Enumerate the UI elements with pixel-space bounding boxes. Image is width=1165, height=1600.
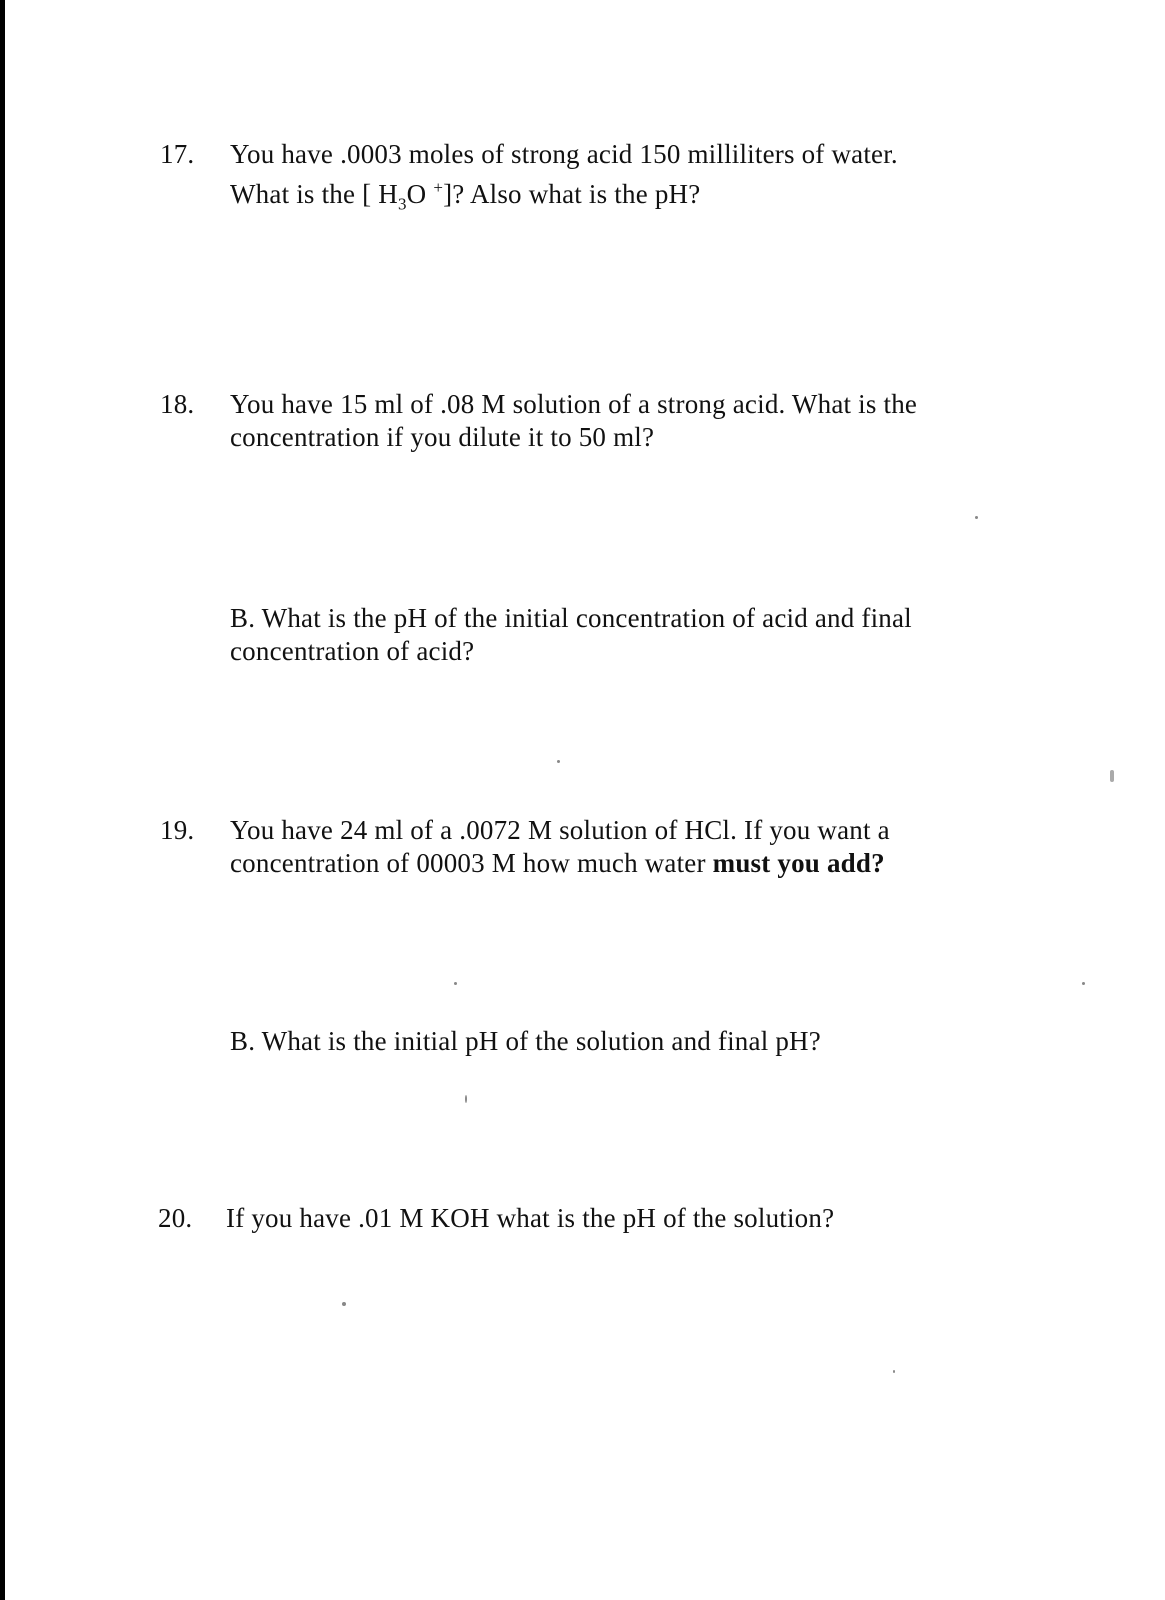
question-line-1: B. What is the pH of the initial concentration of acid and final	[230, 603, 912, 633]
scan-edge-mark	[0, 0, 5, 1600]
question-number: 18.	[160, 389, 195, 419]
question-line-2: concentration if you dilute it to 50 ml?	[230, 422, 655, 452]
question-line-1: If you have .01 M KOH what is the pH of the solution?	[226, 1203, 835, 1233]
part-label: B.	[230, 1026, 256, 1056]
question-line-1: You have 15 ml of .08 M solution of a strong acid. What is the	[230, 389, 918, 419]
scan-speck	[465, 1095, 467, 1103]
question-text	[230, 388, 917, 454]
question-line-2: What is the [ $H_3O$ +]? Also what is the pH?	[230, 178, 701, 214]
question-number: 17.	[160, 139, 195, 169]
scan-speck	[1082, 982, 1085, 985]
question-text	[230, 602, 912, 668]
question-line-1: You have .0003 moles of strong acid 150 milliliters of water.	[230, 139, 898, 169]
scan-speck	[342, 1302, 346, 1306]
question-line-2: concentration of acid?	[230, 636, 475, 666]
scan-speck	[557, 760, 560, 763]
question-text	[230, 814, 890, 880]
scan-speck	[454, 982, 457, 985]
part-label: B.	[230, 603, 256, 633]
question-text	[230, 138, 898, 220]
scan-speck	[975, 516, 978, 519]
question-text	[226, 1202, 834, 1235]
question-text	[230, 1025, 821, 1058]
question-line-2: concentration of 00003 M how much water must you add?	[230, 848, 885, 878]
question-line-1: B. What is the initial pH of the solution and final pH?	[230, 1026, 821, 1056]
question-line-1: You have 24 ml of a .0072 M solution of HCl. If you want a	[230, 815, 890, 845]
scan-speck	[1110, 770, 1114, 782]
emphasis-text: must you add?	[712, 848, 885, 878]
scan-speck	[893, 1370, 895, 1373]
question-number: 19.	[160, 815, 195, 845]
question-number: 20.	[158, 1203, 193, 1233]
